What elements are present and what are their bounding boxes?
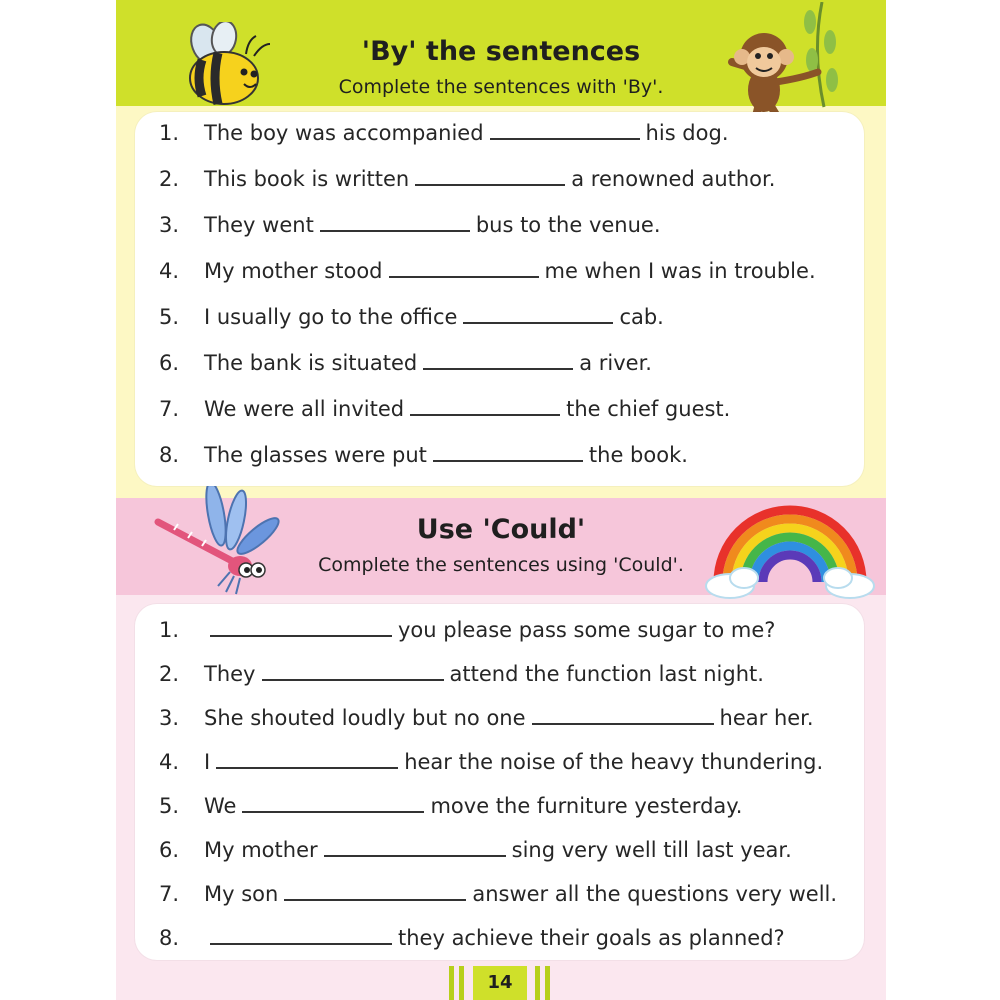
footer-stripe	[535, 966, 540, 1000]
item-number: 5.	[159, 305, 180, 329]
item-text-before: The bank is situated	[204, 351, 418, 375]
answer-blank[interactable]	[463, 304, 613, 324]
list-item	[135, 297, 864, 337]
footer-stripe	[545, 966, 550, 1000]
page-number: 14	[473, 966, 527, 1000]
item-number: 4.	[159, 259, 180, 283]
item-number: 6.	[159, 838, 180, 862]
section2-title: Use 'Could'	[416, 514, 586, 545]
item-text-before: We	[204, 794, 237, 818]
list-item	[135, 159, 864, 199]
answer-blank[interactable]	[433, 442, 583, 462]
page-footer	[445, 966, 555, 1000]
item-number: 3.	[159, 706, 180, 730]
item-text-after: answer all the questions very well.	[472, 882, 838, 906]
list-item	[135, 113, 864, 153]
list-item	[135, 343, 864, 383]
item-text-after: a river.	[579, 351, 652, 375]
item-number: 7.	[159, 882, 180, 906]
list-item	[135, 610, 864, 650]
item-number: 5.	[159, 794, 180, 818]
answer-blank[interactable]	[210, 925, 392, 945]
answer-blank[interactable]	[242, 793, 424, 813]
item-text-after: me when I was in trouble.	[544, 259, 816, 283]
footer-stripe	[449, 966, 454, 1000]
list-item	[135, 742, 864, 782]
item-text-after: they achieve their goals as planned?	[398, 926, 785, 950]
list-item	[135, 389, 864, 429]
answer-blank[interactable]	[324, 837, 506, 857]
list-item	[135, 435, 864, 475]
item-text-after: the book.	[588, 443, 688, 467]
section1-subtitle: Complete the sentences with 'By'.	[338, 76, 664, 98]
item-number: 1.	[159, 121, 180, 145]
item-number: 8.	[159, 926, 180, 950]
item-text-after: bus to the venue.	[475, 213, 661, 237]
item-text-before: This book is written	[204, 167, 410, 191]
item-number: 1.	[159, 618, 180, 642]
item-number: 7.	[159, 397, 180, 421]
item-text-before: My son	[204, 882, 279, 906]
section1-title: 'By' the sentences	[361, 36, 641, 67]
item-text-before: They	[204, 662, 256, 686]
list-item	[135, 698, 864, 738]
item-text-before: They went	[204, 213, 314, 237]
list-item	[135, 874, 864, 914]
list-item	[135, 251, 864, 291]
item-number: 8.	[159, 443, 180, 467]
item-text-after: sing very well till last year.	[511, 838, 792, 862]
item-number: 2.	[159, 167, 180, 191]
answer-blank[interactable]	[410, 396, 560, 416]
answer-blank[interactable]	[320, 212, 470, 232]
item-number: 2.	[159, 662, 180, 686]
item-text-after: cab.	[619, 305, 664, 329]
item-text-after: you please pass some sugar to me?	[398, 618, 776, 642]
item-text-before: My mother	[204, 838, 318, 862]
list-item	[135, 205, 864, 245]
answer-blank[interactable]	[490, 120, 640, 140]
item-text-before: My mother stood	[204, 259, 383, 283]
item-text-before: She shouted loudly but no one	[204, 706, 526, 730]
item-text-after: a renowned author.	[571, 167, 776, 191]
item-text-after: hear the noise of the heavy thundering.	[404, 750, 824, 774]
answer-blank[interactable]	[284, 881, 466, 901]
item-text-after: move the furniture yesterday.	[430, 794, 743, 818]
list-item	[135, 786, 864, 826]
item-text-before: The glasses were put	[204, 443, 427, 467]
item-text-before: We were all invited	[204, 397, 405, 421]
answer-blank[interactable]	[532, 705, 714, 725]
item-number: 6.	[159, 351, 180, 375]
worksheet-page	[116, 0, 886, 1000]
answer-blank[interactable]	[415, 166, 565, 186]
rainbow-icon	[704, 494, 876, 600]
list-item	[135, 654, 864, 694]
item-text-after: attend the function last night.	[449, 662, 764, 686]
answer-blank[interactable]	[262, 661, 444, 681]
item-text-before: I usually go to the office	[204, 305, 458, 329]
section1-question-card	[135, 112, 864, 486]
answer-blank[interactable]	[423, 350, 573, 370]
answer-blank[interactable]	[216, 749, 398, 769]
item-number: 4.	[159, 750, 180, 774]
list-item	[135, 918, 864, 958]
section2-subtitle: Complete the sentences using 'Could'.	[318, 554, 684, 576]
item-number: 3.	[159, 213, 180, 237]
section2-question-card	[135, 604, 864, 960]
answer-blank[interactable]	[389, 258, 539, 278]
item-text-after: hear her.	[719, 706, 814, 730]
answer-blank[interactable]	[210, 617, 392, 637]
item-text-after: the chief guest.	[566, 397, 731, 421]
item-text-before: The boy was accompanied	[204, 121, 484, 145]
list-item	[135, 830, 864, 870]
item-text-before: I	[204, 750, 211, 774]
item-text-after: his dog.	[645, 121, 729, 145]
footer-stripe	[459, 966, 464, 1000]
